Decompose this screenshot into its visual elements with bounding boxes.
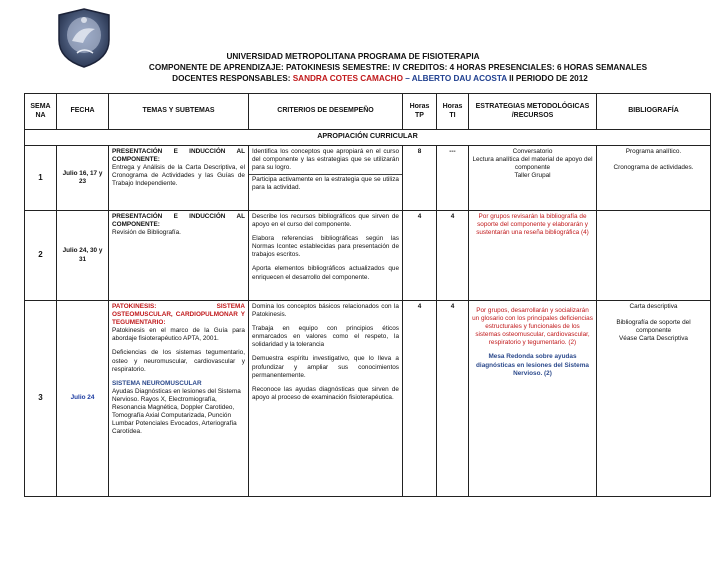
course-schedule-table — [24, 93, 711, 497]
table-row — [25, 146, 711, 211]
row-strategies: Por grupos revisarán la bibliografía de soporte del componente y elaborarán y sustentarán una reseña bibliográfica (4) — [469, 211, 597, 301]
hours-ti: 4 — [437, 211, 469, 301]
row-criteria — [249, 146, 403, 211]
col-temas: TEMAS Y SUBTEMAS — [109, 94, 249, 130]
topic-body: Deficiencias de los sistemas tegumentario, osteo y neuromuscular, cardiovascular y respiratorio. — [112, 349, 245, 373]
table-header-row — [25, 94, 711, 130]
topic-title: PRESENTACIÓN E INDUCCIÓN AL COMPONENTE: — [112, 148, 245, 164]
table-row — [25, 211, 711, 301]
university-seal-logo — [57, 7, 112, 69]
period: II PERIODO DE 2012 — [506, 74, 588, 83]
criterion: Elabora referencias bibliográficas según las Normas Icontec establecidas para presentación de trabajos escritos. — [252, 235, 399, 259]
topic-body: Ayudas Diagnósticas en lesiones del Sistema Nervioso. Rayos X, Electromiografía, Resonancia Magnética, Doppler Carotideo, Tomografía Axial Computarizada, Punción Lumbar Potenciales Evocados, Arteriografía Carotídea. — [112, 387, 241, 436]
week-number: 3 — [25, 301, 57, 497]
col-horas-tp: Horas TP — [403, 94, 437, 130]
col-estrategias: ESTRATEGIAS METODOLÓGICAS /RECURSOS — [469, 94, 597, 130]
criterion: Participa activamente en la estrategia que se utiliza para la actividad. — [252, 176, 399, 192]
topic-title: PATOKINESIS: SISTEMA OSTEOMUSCULAR, CARDIOPULMONAR Y TEGUMENTARIO: — [112, 303, 245, 327]
row-bibliography: Programa analítico. Cronograma de actividades. — [597, 146, 711, 211]
header-university: UNIVERSIDAD METROPOLITANA PROGRAMA DE FISIOTERAPIA — [226, 52, 480, 61]
strategy: Por grupos, desarrollarán y socializarán un glosario con los principales deficiencias estructurales y funcionales de los sistemas osteomuscular, cardiovascular, respiratorio y tegumentario. (2) — [472, 307, 593, 347]
week-number: 2 — [25, 211, 57, 301]
criterion: Reconoce las ayudas diagnósticas que sirven de apoyo al proceso de examinación fisioterapéutica. — [252, 385, 399, 401]
section-row — [25, 130, 711, 146]
row-strategies: Conversatorio Lectura analítica del material de apoyo del componente Taller Grupal — [469, 146, 597, 211]
col-fecha: FECHA — [57, 94, 109, 130]
row-date: Julio 16, 17 y 23 — [57, 146, 109, 211]
topic-body: Revisión de Bibliografía. — [112, 229, 181, 237]
criterion: Aporta elementos bibliográficos actualizados que enriquecen el desarrollo del componente. — [252, 265, 399, 281]
criterion: Identifica los conceptos que apropiará en el curso del componente y las estrategias que se utilizarán para su logro. — [252, 148, 399, 172]
row-bibliography: Carta descriptiva Bibliografía de soporte del componente Véase Carta Descriptiva — [597, 301, 711, 497]
week-number: 1 — [25, 146, 57, 211]
row-topics — [109, 211, 249, 301]
teacher-1: SANDRA COTES CAMACHO — [292, 74, 403, 83]
header-teachers — [100, 73, 660, 84]
topic-body: Entrega y Análisis de la Carta Descriptiva, el Cronograma de Actividades y las Guías de Trabajo Independiente. — [112, 164, 245, 188]
strategy: Mesa Redonda sobre ayudas diagnósticas en lesiones del Sistema Nervioso. (2) — [476, 353, 589, 377]
row-topics — [109, 301, 249, 497]
criterion: Domina los conceptos básicos relacionados con la Patokinesis. — [252, 303, 399, 319]
hours-tp: 8 — [403, 146, 437, 211]
criterion: Trabaja en equipo con principios éticos enmarcados en valores como el respeto, la solidaridad y la tolerancia — [252, 325, 399, 349]
criterion: Demuestra espíritu investigativo, que lo lleva a profundizar y ampliar sus conocimientos permanentemente. — [252, 355, 399, 379]
row-date: Julio 24, 30 y 31 — [57, 211, 109, 301]
col-semana: SEMA NA — [25, 94, 57, 130]
hours-tp: 4 — [403, 211, 437, 301]
hours-tp: 4 — [403, 301, 437, 497]
col-criterios: CRITERIOS DE DESEMPEÑO — [249, 94, 403, 130]
section-title: APROPIACIÓN CURRICULAR — [25, 130, 711, 146]
row-criteria — [249, 211, 403, 301]
table-row — [25, 301, 711, 497]
col-horas-ti: Horas TI — [437, 94, 469, 130]
topic-title: SISTEMA NEUROMUSCULAR — [112, 379, 202, 387]
header-component: COMPONENTE DE APRENDIZAJE: PATOKINESIS SEMESTRE: IV CREDITOS: 4 HORAS PRESENCIALES: 6 HORAS SEMANALES — [148, 63, 648, 72]
row-topics — [109, 146, 249, 211]
hours-ti: 4 — [437, 301, 469, 497]
topic-title: PRESENTACIÓN E INDUCCIÓN AL COMPONENTE: — [112, 213, 245, 229]
col-bibliografia: BIBLIOGRAFÍA — [597, 94, 711, 130]
hours-ti: --- — [437, 146, 469, 211]
row-date-text: Julio 24 — [70, 394, 95, 402]
row-bibliography — [597, 211, 711, 301]
row-date — [57, 301, 109, 497]
teacher-separator: – — [402, 74, 412, 83]
row-strategies — [469, 301, 597, 497]
topic-body: Patokinesis en el marco de la Guía para abordaje fisioterapéutico APTA, 2001. — [112, 327, 245, 343]
teachers-label: DOCENTES RESPONSABLES: — [172, 74, 293, 83]
criterion: Describe los recursos bibliográficos que sirven de apoyo en el curso del componente. — [252, 213, 399, 229]
row-criteria — [249, 301, 403, 497]
teacher-2: ALBERTO DAU ACOSTA — [411, 74, 507, 83]
